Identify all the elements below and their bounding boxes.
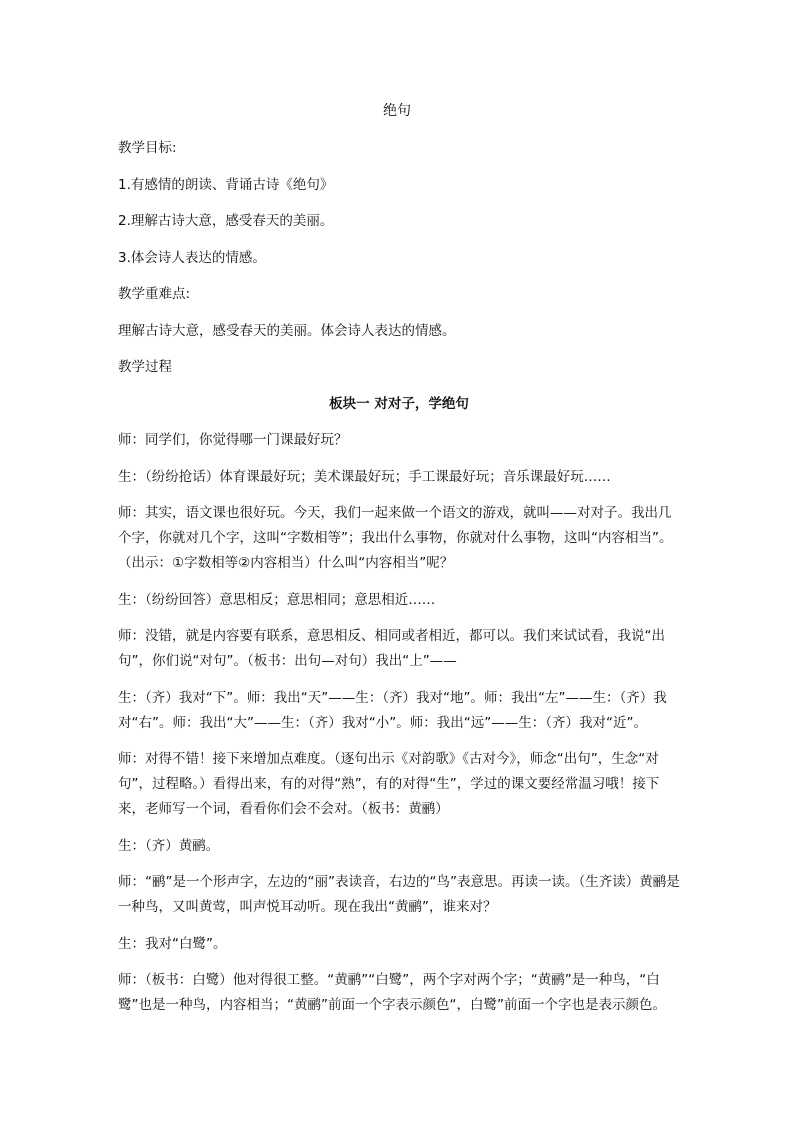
dialogue-paragraph: 师：其实，语文课也很好玩。今天，我们一起来做一个语文的游戏，就叫——对对子。我出几个字，你就对几个字，这叫“字数相等”；我出什么事物，你就对什么事物，这叫“内容相当”。（出示：①字数相等②内容相当）什么叫“内容相当”呢？ [118, 505, 673, 571]
dialogue-paragraph: 师：“鹂”是一个形声字，左边的“丽”表读音，右边的“鸟”表意思。再读一读。（生齐读）黄鹂是一种鸟，又叫黄莺，叫声悦耳动听。现在我出“黄鹂”，谁来对？ [118, 874, 680, 915]
heading-key-points: 教学重难点: [118, 286, 191, 302]
section-heading: 板块一 对对子，学绝句 [329, 395, 469, 412]
heading-process: 教学过程 [118, 359, 172, 375]
objective-item: 2.理解古诗大意，感受春天的美丽。 [118, 213, 334, 229]
dialogue-paragraph: 生：（齐）我对“下”。师：我出“天”——生：（齐）我对“地”。师：我出“左”——生：（齐）我对“右”。师：我出“大”——生：（齐）我对“小”。师：我出“远”——生：（齐）我对“近”。 [118, 689, 667, 731]
heading-objectives: 教学目标: [118, 140, 177, 156]
dialogue-paragraph: 师：同学们，你觉得哪一门课最好玩？ [118, 432, 348, 448]
document-title: 绝句 [383, 103, 411, 119]
dialogue-paragraph: 生：（齐）黄鹂。 [118, 837, 220, 854]
objective-item: 3.体会诗人表达的情感。 [118, 249, 266, 266]
dialogue-paragraph: 生：我对“白鹭”。 [118, 935, 227, 952]
dialogue-paragraph: 生：（纷纷回答）意思相反；意思相同；意思相近…… [118, 591, 436, 608]
key-points-text: 理解古诗大意，感受春天的美丽。体会诗人表达的情感。 [118, 322, 456, 339]
dialogue-paragraph: 师：没错，就是内容要有联系，意思相反、相同或者相近，都可以。我们来试试看，我说“出句”，你们说“对句”。（板书：出句—对句）我出“上”—— [118, 628, 665, 669]
objective-item: 1.有感情的朗读、背诵古诗《绝句》 [118, 176, 334, 193]
document-body [118, 136, 680, 1030]
dialogue-paragraph: 生：（纷纷抢话）体育课最好玩；美术课最好玩；手工课最好玩；音乐课最好玩…… [118, 468, 611, 485]
dialogue-paragraph: 师：（板书：白鹭）他对得很工整。“黄鹂”“白鹭”，两个字对两个字；“黄鹂”是一种鸟，“白鹭”也是一种鸟，内容相当；“黄鹂”前面一个字表示颜色“，白鹭”前面一个字也是表示颜色。 [118, 972, 666, 1013]
dialogue-paragraph: 师：对得不错！接下来增加点难度。（逐句出示《对韵歌》《古对今》，师念“出句”，生念“对句”，过程略。）看得出来，有的对得“熟”，有的对得“生”，学过的课文要经常温习哦！接下来，老师写一个词，看看你们会不会对。（板书：黄鹂） [118, 751, 660, 817]
